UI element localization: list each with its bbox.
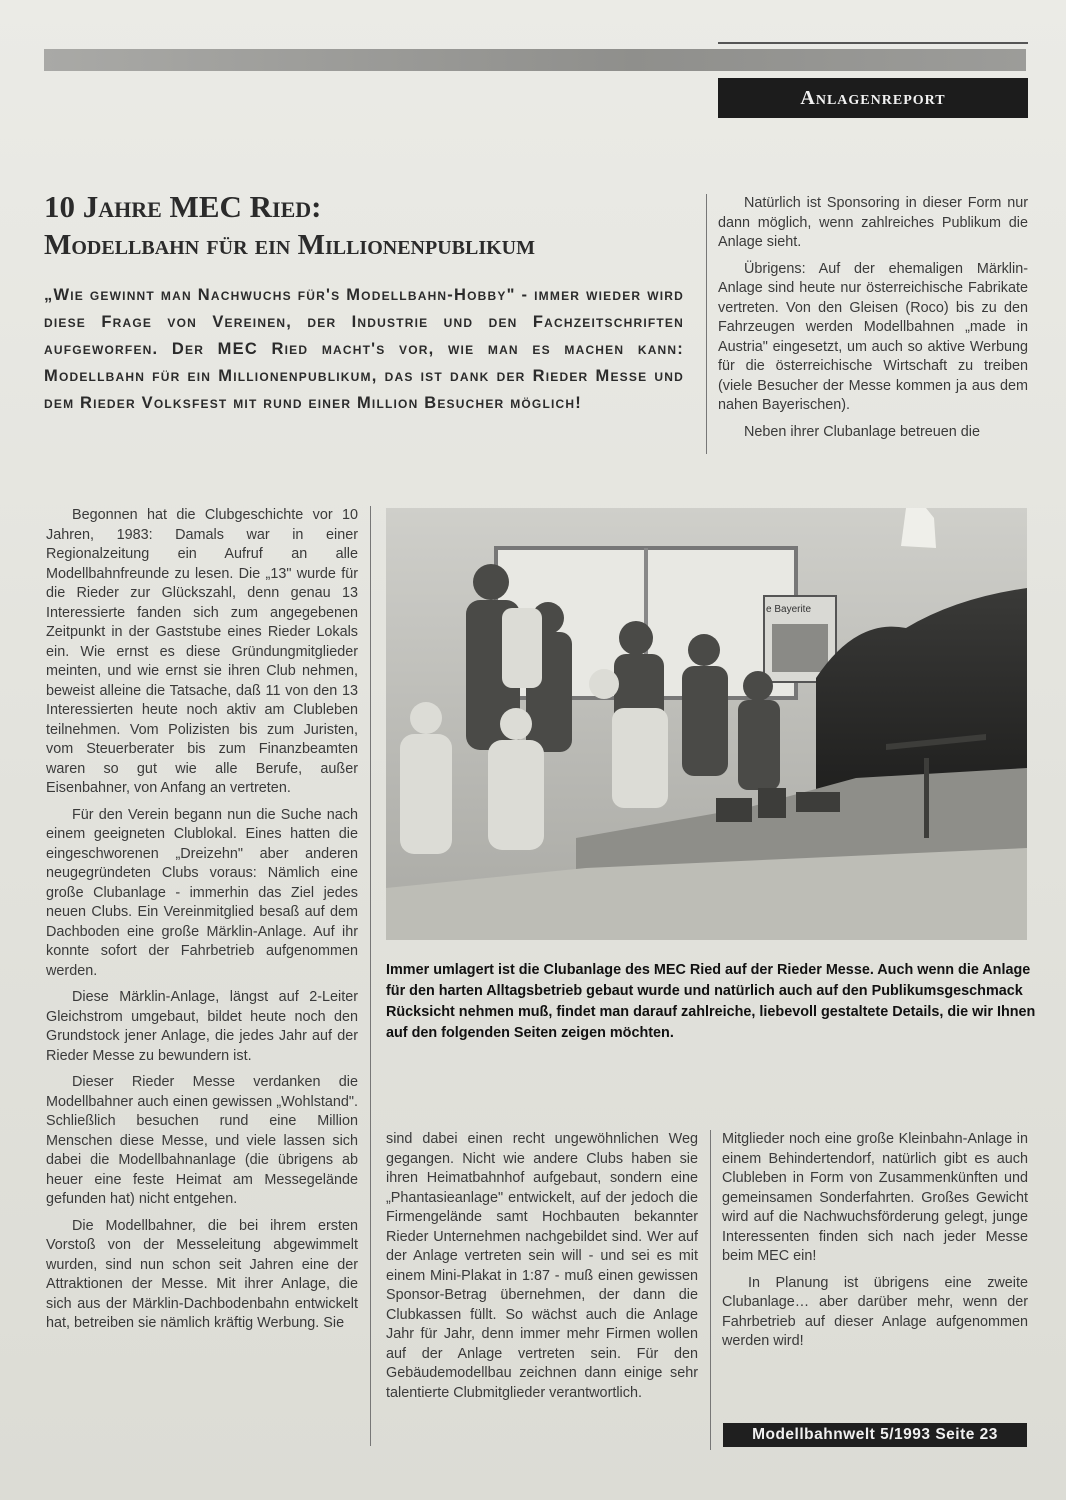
column-divider <box>706 194 707 454</box>
middle-column <box>386 1130 698 1410</box>
paragraph: Begonnen hat die Clubgeschichte vor 10 Jahren, 1983: Damals war in einer Regionalzeitung ein Aufruf an alle Modellbahnfreunde zu lesen. Die „13" wurde für die Rieder zur Glückszahl, denn genau 13 Interessierte fanden sich zum angegebenen Zeitpunkt in der Gaststube eines Rieder Lokals ein. Wie ernst es diese Gründungmitglieder meinten, und wie ernst sie ihren Club nehmen, beweist alleine die Tatsache, daß 11 von den 13 Interessierten heute noch aktiv am Clubleben teilnehmen. Vom Polizisten bis zum Juristen, vom Steuerberater bis zum Finanzbeamten waren so gut wie alle Berufe, außer Eisenbahner, von Anfang an vertreten. <box>46 507 358 796</box>
photo-illustration <box>386 508 1027 940</box>
section-label: Anlagenreport <box>718 78 1028 118</box>
top-rule <box>718 42 1028 44</box>
paragraph: Die Modellbahner, die bei ihrem ersten Vorstoß von der Messeleitung abgewimmelt wurden, sind nun schon seit Jahren eine der Attraktionen der Messe. Mit ihrer Anlage, die sich aus der Märklin-Dachbodenbahn entwickelt hat, betreiben sie nämlich kräftig Werbung. Sie <box>46 1217 358 1331</box>
paragraph: Diese Märklin-Anlage, längst auf 2-Leiter Gleichstrom umgebaut, bildet heute noch den Grundstock jener Anlage, die jedes Jahr auf der Rieder Messe zu bewundern ist. <box>46 989 358 1064</box>
article-title <box>44 188 704 264</box>
paragraph: Für den Verein begann nun die Suche nach einem geeigneten Clublokal. Eines hatten die eingeschworenen „Dreizehn" aber anderen neugegründeten Clubs voraus: Nämlich eine große Clubanlage - immerhin das Ziel jedes neuen Clubs. Ein Vereinmitglied besaß auf dem Dachboden eine große Märklin-Anlage. Auf ihr konnte sofort der Fahrbetrieb aufgenommen werden. <box>46 806 358 979</box>
paragraph: sind dabei einen recht ungewöhnlichen Weg gegangen. Nicht wie andere Clubs haben sie ihren Heimatbahnhof aufgebaut, sondern eine „Phantasieanlage" entwickelt, auf der jedoch die Firmengelände samt Hochbauten bekannter Rieder Unternehmen nachgebildet sind. Wer auf der Anlage vertreten sein will - und sei es mit einem Mini-Plakat in 1:87 - muß einen gewissen Sponsor-Betrag übernehmen, der dann die Clubkassen füllt. So wächst auch die Anlage Jahr für Jahr, denn immer mehr Firmen wollen auf der Anlage vertreten sein. Für den Gebäudemodellbau zeichnen dann einige sehr talentierte Clubmitglieder verantwortlich. <box>386 1131 698 1401</box>
left-column <box>46 506 358 1341</box>
title-line-1: 10 Jahre MEC Ried: <box>44 189 322 224</box>
page-footer: Modellbahnwelt 5/1993 Seite 23 <box>723 1423 1027 1447</box>
column-divider <box>710 1130 711 1450</box>
show-through-text <box>740 1050 1020 1067</box>
paragraph: Dieser Rieder Messe verdanken die Modellbahner auch einen gewissen „Wohlstand". Schließlich besuchen rund eine Million Menschen diese Messe, und viele lassen sich dabei die Modellbahnanlage (die übrigens ab heuer eine feste Heimat am Messegelände gefunden hat) nicht entgehen. <box>46 1074 358 1207</box>
column-divider <box>370 506 371 1446</box>
right-top-column <box>718 194 1028 449</box>
paragraph: Mitglieder noch eine große Kleinbahn-Anlage in einem Behindertendorf, natürlich gibt es auch Clubleben in Form von Zusammenkünften und gemeinsamen Sonderfahrten. Großes Gewicht wird auf die Nachwuchsförderung gelegt, junge Interessenten finden sich nach jeder Messe beim MEC ein! <box>722 1131 1028 1264</box>
lead-paragraph: „Wie gewinnt man Nachwuchs für's Modellbahn-Hobby" - immer wieder wird diese Frage von Vereinen, der Industrie und den Fachzeitschriften aufgeworfen. Der MEC Ried macht's vor, wie man es machen kann: Modellbahn für ein Millionenpublikum, das ist dank der Rieder Messe und dem Rieder Volksfest mit rund einer Million Besucher möglich! <box>44 286 684 412</box>
title-line-2: Modellbahn für ein Millionenpublikum <box>44 229 535 261</box>
paragraph: Übrigens: Auf der ehemaligen Märklin-Anlage sind heute nur österreichische Fabrikate vertreten. Von den Gleisen (Roco) bis zu den Fahrzeugen werden Modellbahnen „made in Austria" eingesetzt, um auch so aktive Werbung für die österreichische Wirtschaft zu treiben (viele Besucher der Messe kommen ja aus dem nahen Bayerischen). <box>718 260 1028 413</box>
club-layout-photo <box>386 508 1027 940</box>
poster-text: e Bayerite <box>766 604 812 615</box>
paragraph: Neben ihrer Clubanlage betreuen die <box>744 423 981 440</box>
paragraph: Natürlich ist Sponsoring in dieser Form nur dann möglich, wenn zahlreiches Publikum die Anlage sieht. <box>718 195 1028 250</box>
header-bar <box>44 49 1026 71</box>
photo-caption: Immer umlagert ist die Clubanlage des MEC Ried auf der Rieder Messe. Auch wenn die Anlage für den harten Alltagsbetrieb gebaut wurde und natürlich auch auf den Publikumsgeschmack Rücksicht nehmen muß, findet man darauf zahlreiche, liebevoll gestaltete Details, die wir Ihnen auf den folgenden Seiten zeigen möchten. <box>386 962 1036 1041</box>
paragraph: In Planung ist übrigens eine zweite Clubanlage… aber darüber mehr, wenn der Fahrbetrieb auf dieser Anlage aufgenommen werden wird! <box>722 1274 1028 1349</box>
right-bottom-column <box>722 1130 1028 1359</box>
